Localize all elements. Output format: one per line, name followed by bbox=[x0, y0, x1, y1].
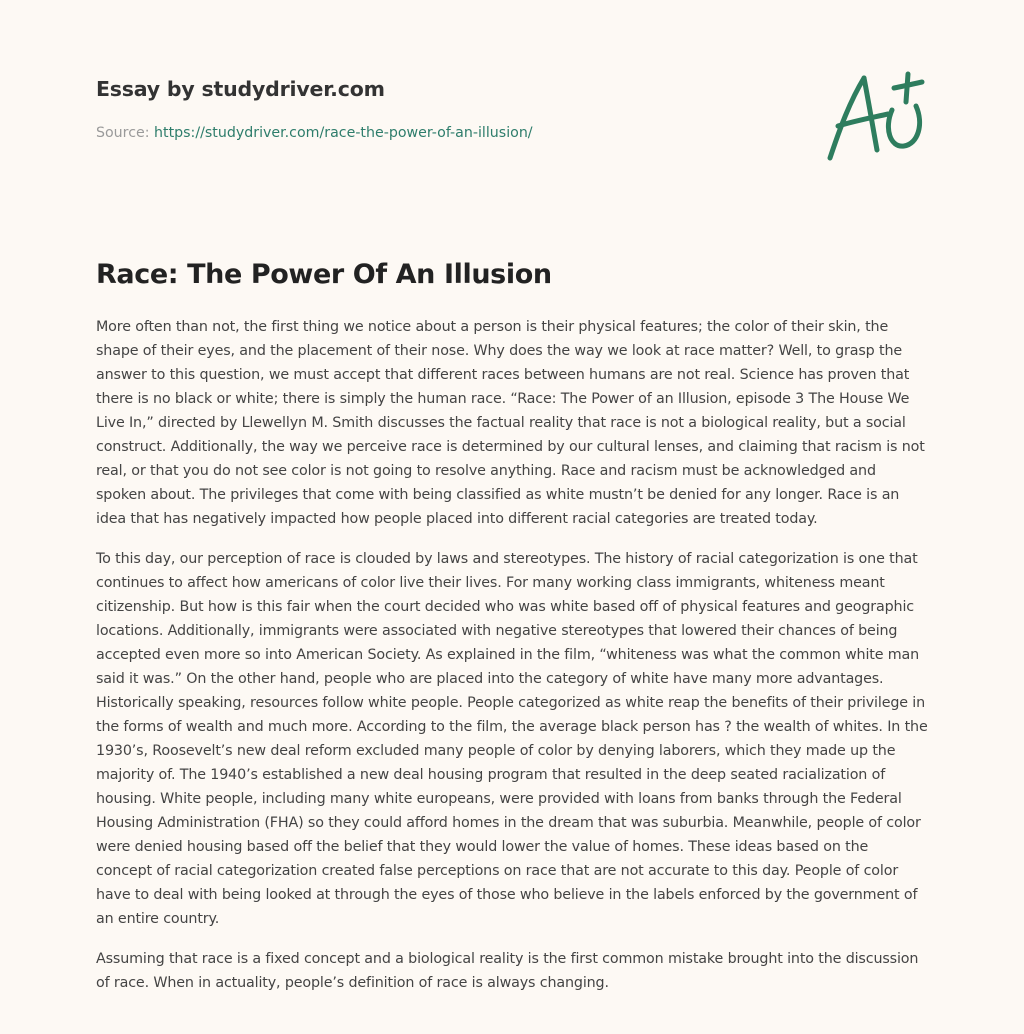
site-title: Essay by studydriver.com bbox=[96, 77, 385, 101]
page-header bbox=[96, 74, 796, 143]
a-plus-logo-icon bbox=[820, 66, 930, 166]
essay-content bbox=[96, 315, 928, 1011]
essay-paragraph: To this day, our perception of race is clouded by laws and stereotypes. The history of racial categorization is one that continues to affect how americans of color live their lives. For many working class immigrants, whiteness meant citizenship. But how is this fair when the court decided who was white based off of physical features and geographic locations. Additionally, immigrants were associated with negative stereotypes that lowered their chances of being accepted even more so into American Society. As explained in the film, “whiteness was what the common white man said it was.” On the other hand, people who are placed into the category of white have many more advantages. Historically speaking, resources follow white people. People categorized as white reap the benefits of their privilege in the forms of wealth and much more. According to the film, the average black person has ? the wealth of whites. In the 1930’s, Roosevelt’s new deal reform excluded many people of color by denying laborers, which they made up the majority of. The 1940’s established a new deal housing program that resulted in the deep seated racialization of housing. White people, including many white europeans, were provided with loans from banks through the Federal Housing Administration (FHA) so they could afford homes in the dream that was suburbia. Meanwhile, people of color were denied housing based off the belief that they would lower the value of homes. These ideas based on the concept of racial categorization created false perceptions on race that are not accurate to this day. People of color have to deal with being looked at through the eyes of those who believe in the labels enforced by the government of an entire country. bbox=[96, 551, 928, 927]
essay-paragraph: More often than not, the first thing we notice about a person is their physical features; the color of their skin, the shape of their eyes, and the placement of their nose. Why does the way we look at race matter? Well, to grasp the answer to this question, we must accept that different races between humans are not real. Science has proven that there is no black or white; there is simply the human race. “Race: The Power of an Illusion, episode 3 The House We Live In,” directed by Llewellyn M. Smith discusses the factual reality that race is not a biological reality, but a social construct. Additionally, the way we perceive race is determined by our cultural lenses, and claiming that racism is not real, or that you do not see color is not going to resolve anything. Race and racism must be acknowledged and spoken about. The privileges that come with being classified as white mustn’t be denied for any longer. Race is an idea that has negatively impacted how people placed into different racial categories are treated today. bbox=[96, 319, 925, 527]
essay-paragraph: Assuming that race is a fixed concept and a biological reality is the first common mistake brought into the discussion of race. When in actuality, people’s definition of race is always changing. bbox=[96, 951, 919, 991]
source-link[interactable]: https://studydriver.com/race-the-power-of-an-illusion/ bbox=[154, 125, 533, 141]
source-line bbox=[96, 123, 796, 143]
essay-title: Race: The Power Of An Illusion bbox=[96, 259, 552, 290]
source-label: Source: bbox=[96, 125, 150, 141]
